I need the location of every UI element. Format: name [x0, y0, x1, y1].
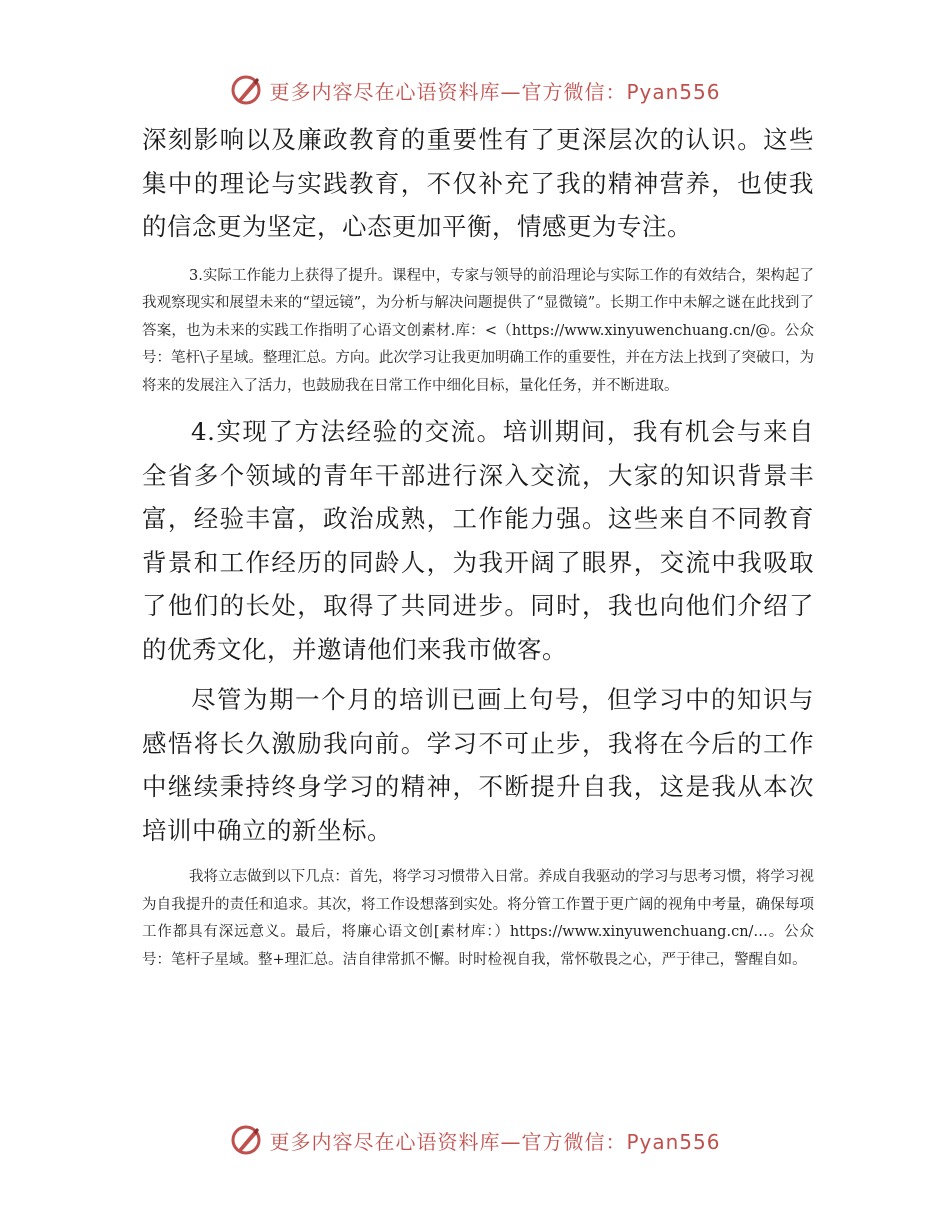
- header-banner-text: 更多内容尽在心语资料库—官方微信：Pyan556: [269, 79, 721, 104]
- pen-circle-logo-icon: [229, 1123, 263, 1157]
- pen-circle-logo-icon: [229, 73, 263, 107]
- paragraph-2: 3.实际工作能力上获得了提升。课程中，专家与领导的前沿理论与实际工作的有效结合，架构起了我观察现实和展望未来的“望远镜”，为分析与解决问题提供了“显微镜”。长期工作中未解之谜在此找到了答案，也为未来的实践工作指明了心语文创素材.库：<（https://www.xinyuwenchuang.cn/@。公众号：笔杆\子星域。整理汇总。方向。此次学习让我更加明确工作的重要性，并在方法上找到了突破口，为将来的发展注入了活力，也鼓励我在日常工作中细化目标，量化任务，并不断进取。: [142, 267, 814, 394]
- paragraph-1: 深刻影响以及廉政教育的重要性有了更深层次的认识。这些集中的理论与实践教育，不仅补充了我的精神营养，也使我的信念更为坚定，心态更加平衡，情感更为专注。: [142, 125, 814, 241]
- document-body: [142, 118, 814, 974]
- paragraph-4: 尽管为期一个月的培训已画上句号，但学习中的知识与感悟将长久激励我向前。学习不可止步，我将在今后的工作中继续秉持终身学习的精神，不断提升自我，这是我从本次培训中确立的新坐标。: [142, 685, 814, 845]
- paragraph-3: 4.实现了方法经验的交流。培训期间，我有机会与来自全省多个领域的青年干部进行深入交流，大家的知识背景丰富，经验丰富，政治成熟，工作能力强。这些来自不同教育背景和工作经历的同龄人，为我开阔了眼界，交流中我吸取了他们的长处，取得了共同进步。同时，我也向他们介绍了的优秀文化，并邀请他们来我市做客。: [142, 417, 814, 664]
- paragraph-5: 我将立志做到以下几点：首先，将学习习惯带入日常。养成自我驱动的学习与思考习惯，将学习视为自我提升的责任和追求。其次，将工作设想落到实处。将分管工作置于更广阔的视角中考量，确保每项工作都具有深远意义。最后，将廉心语文创[素材库：）https://www.xinyuwenchuang.cn/…。公众号：笔杆子星域。整+理汇总。洁自律常抓不懈。时时检视自我，常怀敬畏之心，严于律己，警醒自如。: [142, 869, 814, 968]
- footer-banner-text: 更多内容尽在心语资料库—官方微信：Pyan556: [269, 1129, 721, 1154]
- footer-banner: [0, 1120, 950, 1160]
- header-banner: [0, 70, 950, 110]
